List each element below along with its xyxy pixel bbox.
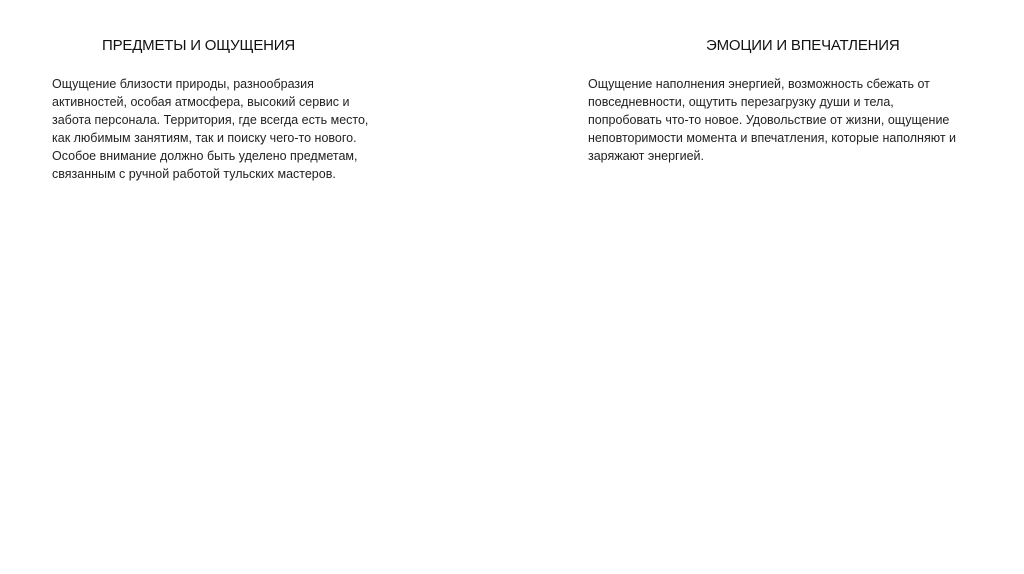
paragraph-line: неповторимости момента и впечатления, которые наполняют и <box>588 131 957 145</box>
section-heading-objects-sensations: ПРЕДМЕТЫ И ОЩУЩЕНИЯ <box>102 37 295 54</box>
paragraph-line: повседневности, ощутить перезагрузку души и тела, <box>588 95 894 109</box>
objects-sensations-paragraph <box>52 75 402 183</box>
paragraph-line: забота персонала. Территория, где всегда есть место, <box>52 113 369 127</box>
paragraph-line: связанным с ручной работой тульских мастеров. <box>52 167 336 181</box>
paragraph-line: активностей, особая атмосфера, высокий сервис и <box>52 95 350 109</box>
paragraph-line: Ощущение наполнения энергией, возможность сбежать от <box>588 77 930 91</box>
paragraph-line: заряжают энергией. <box>588 149 705 163</box>
paragraph-line: Ощущение близости природы, разнообразия <box>52 77 314 91</box>
emotions-impressions-paragraph <box>588 75 1008 165</box>
paragraph-line: Особое внимание должно быть уделено предметам, <box>52 149 358 163</box>
paragraph-line: как любимым занятиям, так и поиску чего-то нового. <box>52 131 357 145</box>
section-heading-emotions-impressions: ЭМОЦИИ И ВПЕЧАТЛЕНИЯ <box>706 37 900 54</box>
paragraph-line: попробовать что-то новое. Удовольствие от жизни, ощущение <box>588 113 950 127</box>
